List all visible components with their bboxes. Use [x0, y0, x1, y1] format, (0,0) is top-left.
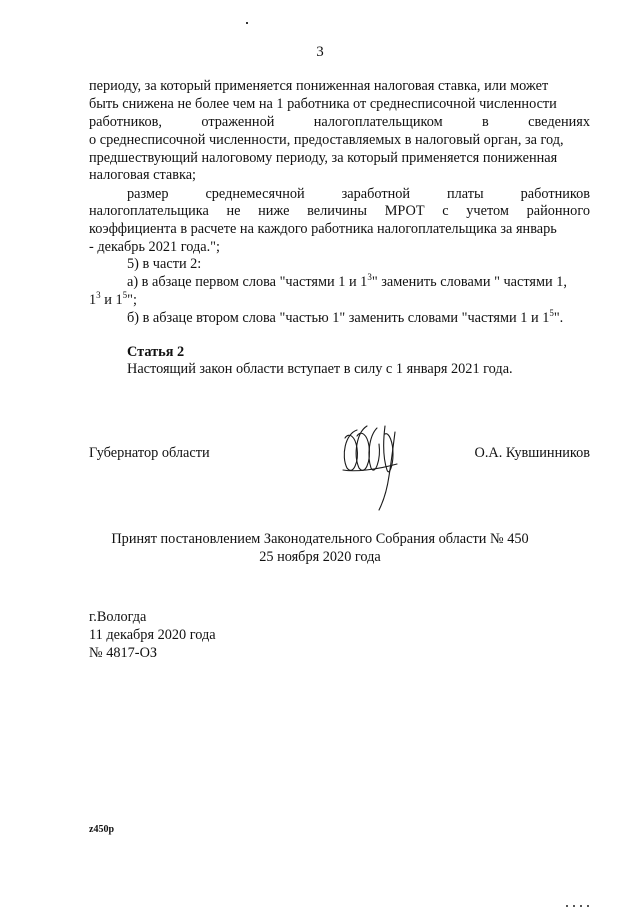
top-dot [246, 22, 248, 24]
article-text: Настоящий закон области вступает в силу с 1 января 2021 года. [127, 361, 513, 377]
item-a-text: и 1 [100, 292, 123, 308]
paragraph-line: предшествующий налоговому периоду, за который применяется пониженная [89, 150, 558, 166]
paragraph-line: - декабрь 2021 года."; [89, 239, 220, 255]
item-a-line-1 [127, 274, 590, 291]
paragraph-line: налоговая ставка; [89, 167, 197, 183]
item-a-line-2 [89, 292, 590, 309]
adoption-line-1: Принят постановлением Законодательного Собрания области № 450 [111, 531, 529, 547]
city: г.Вологда [89, 609, 147, 625]
paragraph-line: быть снижена не более чем на 1 работника от среднесписочной численности [89, 96, 557, 112]
superscript: 5 [549, 308, 554, 318]
item-a-text: "; [127, 292, 137, 308]
item-b-text: ". [553, 310, 564, 326]
paragraph-line: коэффициента в расчете на каждого работника налогоплательщика за январь [89, 221, 557, 237]
law-number: № 4817-ОЗ [89, 645, 158, 661]
signatory-title: Губернатор области [89, 445, 210, 461]
item-a-text: а) в абзаце первом слова "частями 1 и 1 [127, 274, 368, 290]
footer-code: z450p [89, 824, 114, 835]
superscript: 5 [122, 290, 128, 300]
law-date: 11 декабря 2020 года [89, 627, 216, 643]
paragraph-line: размер среднемесячной заработной платы работников [127, 186, 590, 202]
article-heading: Статья 2 [127, 344, 185, 360]
item-b-text: б) в абзаце втором слова "частью 1" заменить словами "частями 1 и 1 [127, 310, 550, 326]
paragraph-line: периоду, за который применяется пониженная налоговая ставка, или может [89, 78, 549, 94]
paragraph-line: о среднесписочной численности, предоставляемых в налоговый орган, за год, [89, 132, 564, 148]
item-a-text: 1 [89, 292, 97, 308]
paragraph-line: работников, отраженной налогоплательщиком в сведениях [89, 114, 590, 130]
adoption-date: 25 ноября 2020 года [259, 549, 381, 565]
handwritten-signature [335, 418, 415, 514]
superscript: 3 [367, 272, 372, 282]
page-number: 3 [316, 44, 324, 60]
paragraph-line: 5) в части 2: [127, 256, 202, 272]
corner-marks [566, 894, 589, 912]
item-a-text: " заменить словами " частями 1, [371, 274, 568, 290]
signatory-name: О.А. Кувшинников [474, 445, 590, 461]
item-b-line [127, 310, 590, 327]
superscript: 3 [96, 290, 101, 300]
paragraph-line: налогоплательщика не ниже величины МРОТ с учетом районного [89, 203, 590, 219]
